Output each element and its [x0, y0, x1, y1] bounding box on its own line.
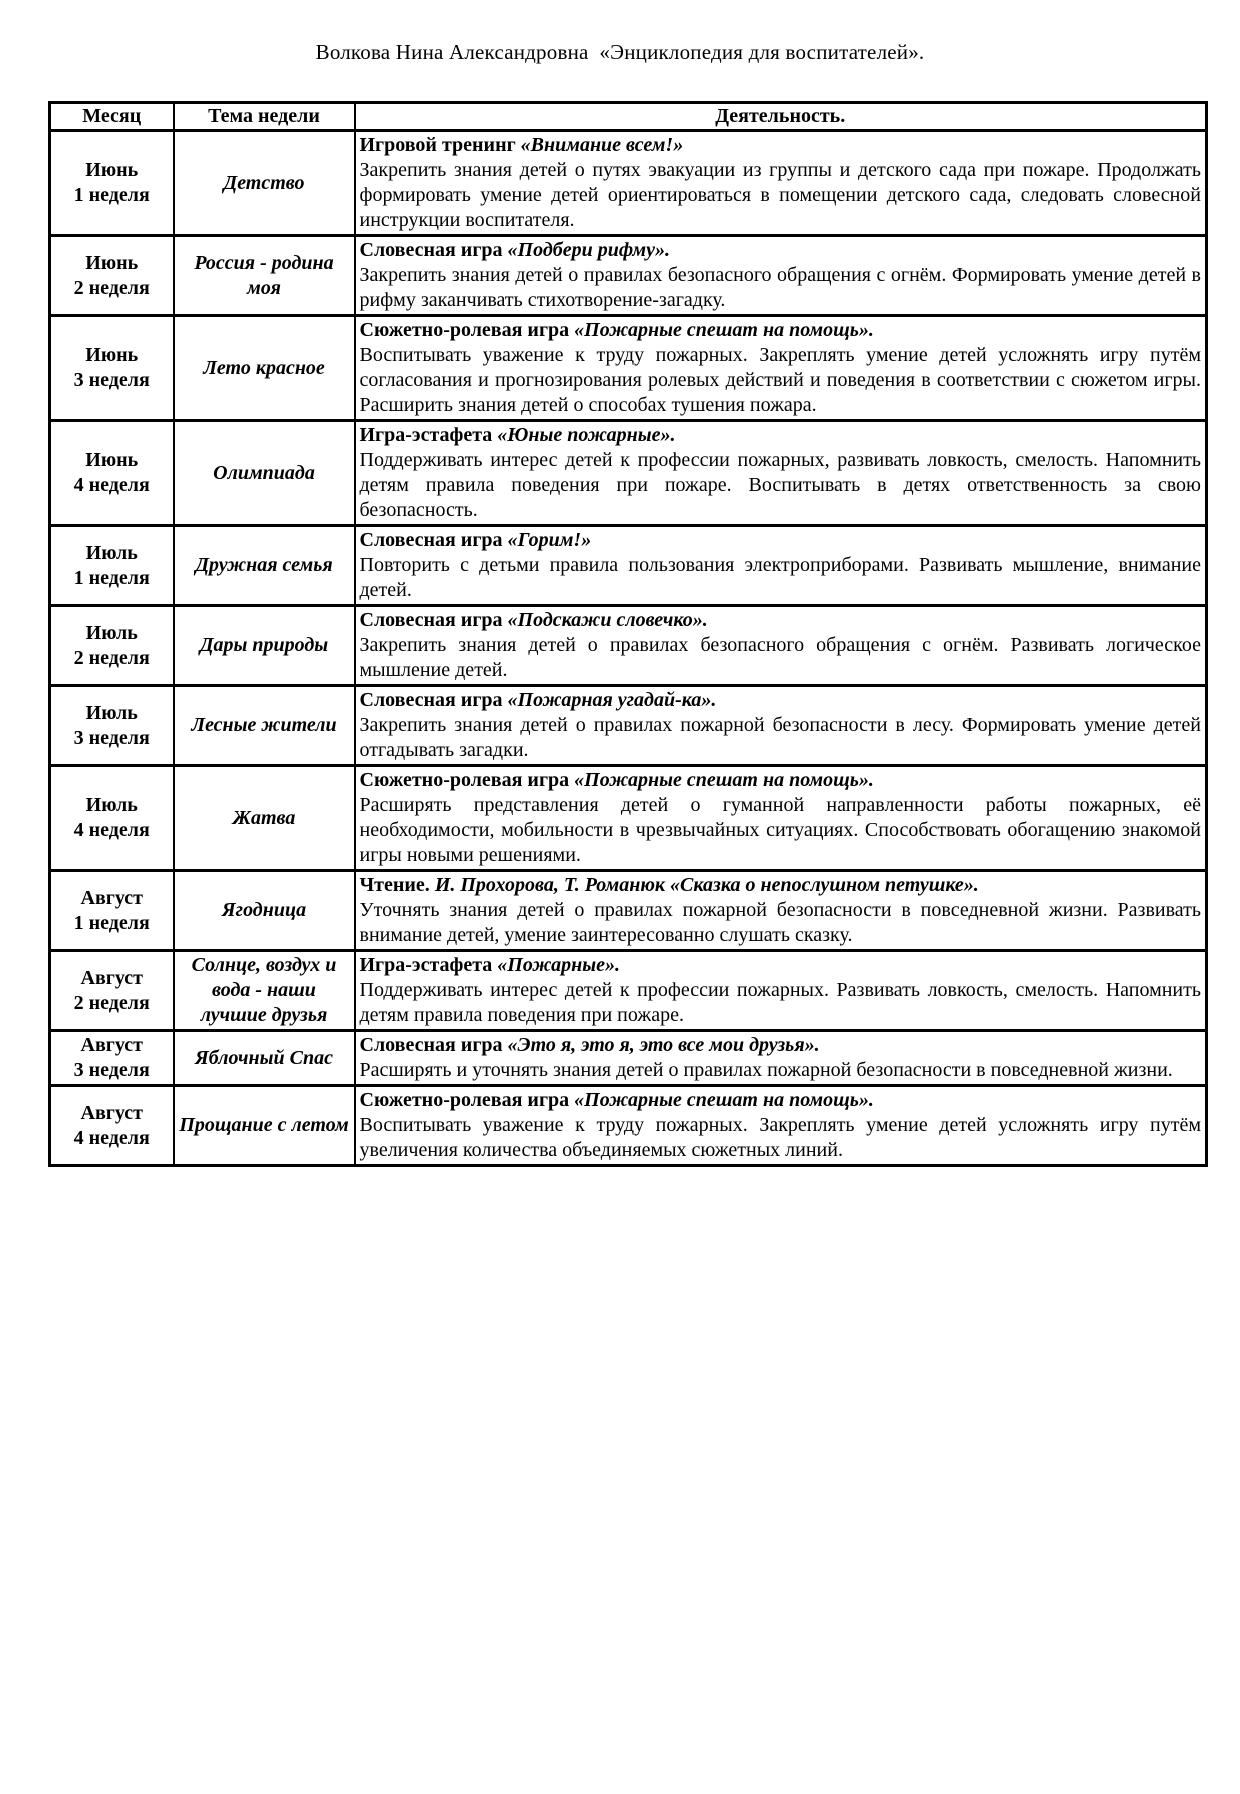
activity-type: Словесная игра	[359, 239, 503, 261]
activity-description: Воспитывать уважение к труду пожарных. Закреплять умение детей усложнять игру путём увеличения количества объединяемых сюжетных линий.	[359, 1114, 1201, 1161]
month-label: Июль	[85, 701, 138, 724]
table-row	[50, 606, 1207, 686]
table-row	[50, 1086, 1207, 1166]
month-cell	[50, 316, 174, 421]
activity-heading	[360, 873, 1202, 898]
month-label: Август	[80, 966, 143, 989]
table-row	[50, 1031, 1207, 1086]
month-label: Июнь	[85, 159, 139, 181]
week-label: 4 неделя	[73, 1126, 150, 1149]
activity-type: Словесная игра	[359, 529, 503, 551]
month-cell	[50, 526, 174, 606]
activity-heading	[360, 1033, 1202, 1058]
theme-cell: Дружная семья	[174, 526, 355, 606]
activity-cell	[355, 316, 1207, 421]
activity-name: «Юные пожарные».	[497, 424, 676, 446]
activity-type: Словесная игра	[359, 1034, 503, 1056]
page-title: Волкова Нина Александровна «Энциклопедия для воспитателей».	[315, 40, 925, 64]
table-row	[50, 131, 1207, 236]
month-label: Июнь	[85, 449, 139, 471]
activity-heading	[360, 688, 1202, 713]
activity-type: Словесная игра	[359, 689, 503, 711]
table-header-row	[50, 103, 1207, 131]
activity-description: Закрепить знания детей о правилах безопасного обращения с огнём. Развивать логическое мышление детей.	[359, 634, 1201, 681]
activity-type: Чтение.	[359, 874, 430, 896]
header-theme: Тема недели	[174, 103, 355, 131]
activity-description: Воспитывать уважение к труду пожарных. Закреплять умение детей усложнять игру путём согласования и прогнозирования ролевых действий и поведения в соответствии с сюжетом игры. Расширить знания детей о способах тушения пожара.	[359, 344, 1201, 416]
activity-heading	[360, 768, 1202, 793]
month-label: Август	[80, 1034, 143, 1056]
month-label: Август	[80, 1101, 143, 1124]
document-page	[0, 40, 1240, 1794]
week-label: 4 неделя	[73, 474, 150, 496]
activity-heading	[360, 528, 1202, 553]
month-cell	[50, 1031, 174, 1086]
activity-heading	[360, 133, 1202, 158]
activity-heading	[360, 608, 1202, 633]
activity-type: Игровой тренинг	[359, 134, 516, 156]
activity-type: Словесная игра	[359, 609, 503, 631]
table-row	[50, 686, 1207, 766]
month-cell	[50, 766, 174, 871]
activity-heading	[360, 318, 1202, 343]
activity-type: Сюжетно-ролевая игра	[359, 769, 570, 791]
table-row	[50, 421, 1207, 526]
theme-cell: Жатва	[174, 766, 355, 871]
theme-cell: Детство	[174, 131, 355, 236]
week-label: 1 неделя	[73, 184, 150, 206]
activity-description: Расширять и уточнять знания детей о правилах пожарной безопасности в повседневной жизни.	[359, 1059, 1173, 1081]
activity-heading	[360, 238, 1202, 263]
month-cell	[50, 606, 174, 686]
activity-description: Поддерживать интерес детей к профессии пожарных, развивать ловкость, смелость. Напомнить детям правила поведения при пожаре. Воспитывать в детях ответственность за свою безопасность.	[359, 449, 1201, 521]
activity-type: Игра-эстафета	[359, 424, 493, 446]
table-row	[50, 871, 1207, 951]
month-cell	[50, 951, 174, 1031]
week-label: 2 неделя	[73, 276, 150, 299]
month-cell	[50, 686, 174, 766]
activity-type: Игра-эстафета	[359, 954, 493, 976]
theme-cell: Россия - родина моя	[174, 236, 355, 316]
theme-cell: Лето красное	[174, 316, 355, 421]
activity-description: Закрепить знания детей о путях эвакуации из группы и детского сада при пожаре. Продолжать формировать умение детей ориентироваться в помещении детского сада, следовать словесной инструкции воспитателя.	[359, 159, 1201, 231]
activity-cell	[355, 421, 1207, 526]
month-label: Июнь	[85, 344, 139, 366]
table-row	[50, 316, 1207, 421]
activity-heading	[360, 1088, 1202, 1113]
theme-cell: Яблочный Спас	[174, 1031, 355, 1086]
activity-type: Сюжетно-ролевая игра	[359, 319, 570, 341]
weekly-activity-table	[48, 101, 1208, 1167]
activity-name: «Пожарные спешат на помощь».	[574, 1089, 874, 1111]
activity-description: Закрепить знания детей о правилах безопасного обращения с огнём. Формировать умение детей в рифму заканчивать стихотворение-загадку.	[359, 264, 1201, 311]
week-label: 2 неделя	[73, 646, 150, 669]
activity-cell	[355, 1086, 1207, 1166]
theme-cell: Лесные жители	[174, 686, 355, 766]
activity-cell	[355, 951, 1207, 1031]
activity-name: «Пожарные спешат на помощь».	[574, 319, 874, 341]
activity-name: «Подскажи словечко».	[507, 609, 708, 631]
week-label: 4 неделя	[73, 819, 150, 841]
month-cell	[50, 236, 174, 316]
theme-cell: Прощание с летом	[174, 1086, 355, 1166]
month-cell	[50, 871, 174, 951]
activity-name: «Пожарные спешат на помощь».	[574, 769, 874, 791]
month-label: Июнь	[85, 251, 139, 274]
activity-heading	[360, 423, 1202, 448]
week-label: 3 неделя	[73, 1059, 150, 1081]
table-row	[50, 766, 1207, 871]
activity-name: И. Прохорова, Т. Романюк «Сказка о непослушном петушке».	[434, 874, 979, 896]
month-label: Июль	[85, 541, 138, 564]
activity-cell	[355, 236, 1207, 316]
theme-cell: Ягодница	[174, 871, 355, 951]
activity-name: «Пожарные».	[497, 954, 620, 976]
activity-name: «Подбери рифму».	[507, 239, 670, 261]
theme-cell: Дары природы	[174, 606, 355, 686]
week-label: 2 неделя	[73, 991, 150, 1014]
activity-name: «Это я, это я, это все мои друзья».	[507, 1034, 820, 1056]
activity-description: Закрепить знания детей о правилах пожарной безопасности в лесу. Формировать умение детей отгадывать загадки.	[359, 714, 1201, 761]
activity-description: Повторить с детьми правила пользования электроприборами. Развивать мышление, внимание детей.	[359, 554, 1201, 601]
activity-name: «Пожарная угадай-ка».	[507, 689, 717, 711]
activity-cell	[355, 871, 1207, 951]
header-activity: Деятельность.	[355, 103, 1207, 131]
month-cell	[50, 1086, 174, 1166]
week-label: 1 неделя	[73, 911, 150, 934]
activity-name: «Внимание всем!»	[520, 134, 684, 156]
activity-cell	[355, 526, 1207, 606]
activity-description: Расширять представления детей о гуманной направленности работы пожарных, её необходимости, мобильности в чрезвычайных ситуациях. Способствовать обогащению знакомой игры новыми решениями.	[359, 794, 1201, 866]
activity-cell	[355, 131, 1207, 236]
table-row	[50, 526, 1207, 606]
month-cell	[50, 421, 174, 526]
activity-cell	[355, 1031, 1207, 1086]
month-cell	[50, 131, 174, 236]
month-label: Август	[80, 886, 143, 909]
header-month: Месяц	[50, 103, 174, 131]
activity-heading	[360, 953, 1202, 978]
table-row	[50, 236, 1207, 316]
table-row	[50, 951, 1207, 1031]
activity-description: Уточнять знания детей о правилах пожарной безопасности в повседневной жизни. Развивать внимание детей, умение заинтересованно слушать сказку.	[359, 899, 1201, 946]
activity-description: Поддерживать интерес детей к профессии пожарных. Развивать ловкость, смелость. Напомнить детям правила поведения при пожаре.	[359, 979, 1201, 1026]
activity-name: «Горим!»	[507, 529, 592, 551]
week-label: 1 неделя	[73, 566, 150, 589]
activity-cell	[355, 766, 1207, 871]
theme-cell: Олимпиада	[174, 421, 355, 526]
month-label: Июль	[85, 794, 138, 816]
week-label: 3 неделя	[73, 726, 150, 749]
activity-type: Сюжетно-ролевая игра	[359, 1089, 570, 1111]
activity-cell	[355, 686, 1207, 766]
week-label: 3 неделя	[73, 369, 150, 391]
activity-cell	[355, 606, 1207, 686]
month-label: Июль	[85, 621, 138, 644]
theme-cell: Солнце, воздух и вода - наши лучшие друзья	[174, 951, 355, 1031]
